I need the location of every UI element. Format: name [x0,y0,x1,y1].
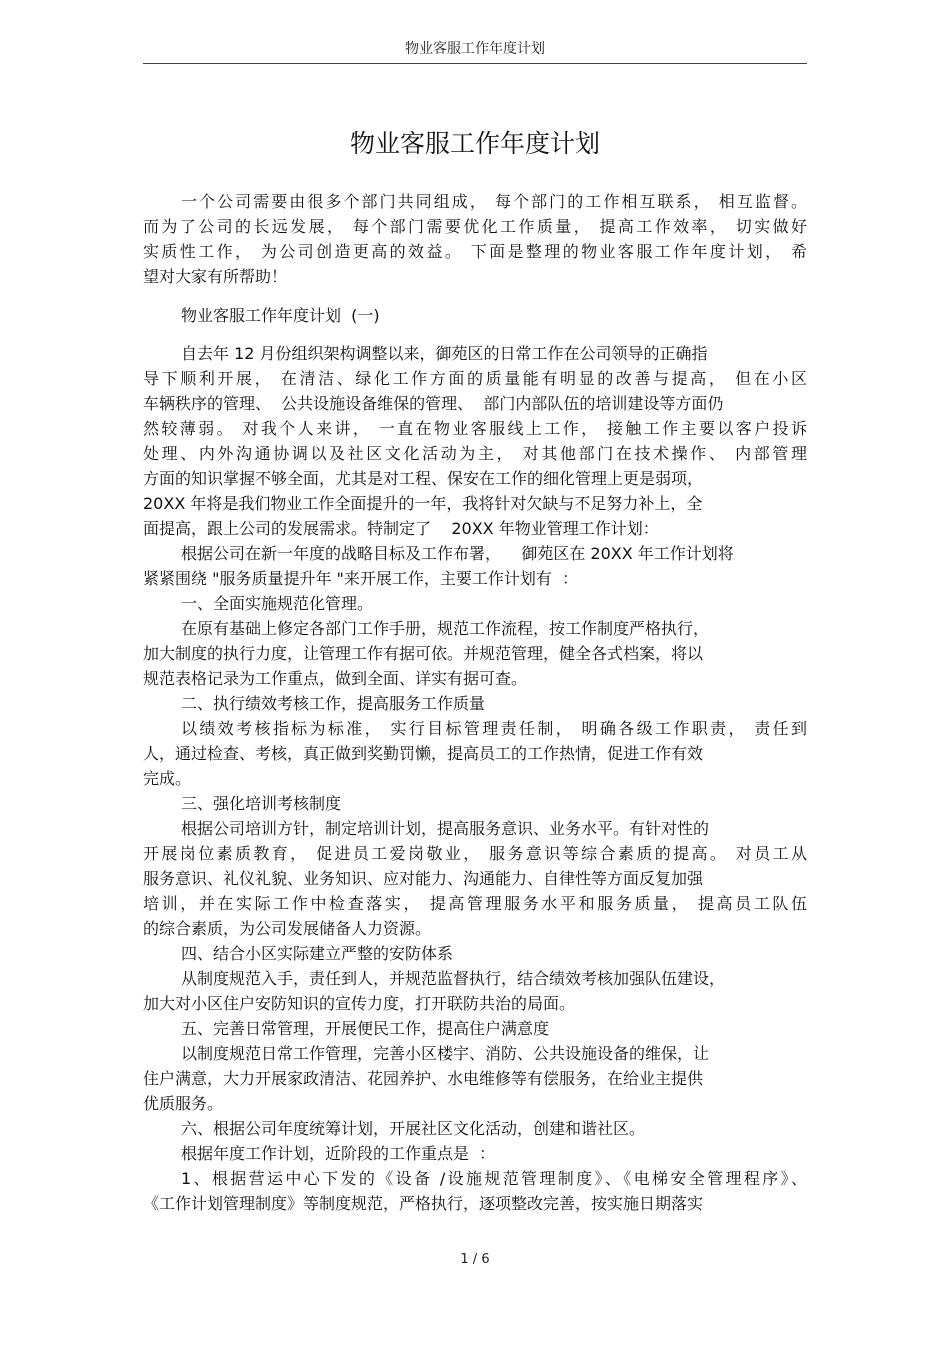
page-number: 1 / 6 [460,1252,490,1267]
text-line: 望对大家有所帮助！ [143,267,288,286]
running-header: 物业客服工作年度计划 [405,41,545,57]
section-heading: 一、全面实施规范化管理。 [181,594,374,613]
text-line: 以绩效考核指标为标准， 实行目标管理责任制， 明确各级工作职责， 责任到 [181,719,807,738]
text-line: 紧紧围绕 "服务质量提升年 "来开展工作，主要工作计划有 ： [143,569,579,588]
text-line: 车辆秩序的管理、 公共设施设备维保的管理、 部门内部队伍的培训建设等方面仍 [143,394,724,413]
text-line: 根据公司培训方针，制定培训计划，提高服务意识、业务水平。有针对性的 [181,819,710,838]
text-line: 自去年 12 月份组织架构调整以来，御苑区的日常工作在公司领导的正确指 [181,344,708,363]
text-line: 完成。 [143,769,192,788]
text-line: 根据年度工作计划，近阶段的工作重点是 ： [181,1144,496,1163]
text-line: 1、根据营运中心下发的《设备 /设施规范管理制度》、《电梯安全管理程序》、 [181,1169,807,1188]
text-line: 方面的知识掌握不够全面，尤其是对工程、保安在工作的细化管理上更是弱项， [143,469,704,488]
text-line: 优质服务。 [143,1094,224,1113]
text-line: 住户满意，大力开展家政清洁、花园养护、水电维修等有偿服务，在给业主提供 [143,1069,704,1088]
section-heading: 三、强化培训考核制度 [181,794,342,813]
text-line: 导下顺利开展， 在清洁、绿化工作方面的质量能有明显的改善与提高， 但在小区 [143,369,807,388]
text-line: 的综合素质，为公司发展储备人力资源。 [143,919,432,938]
section-heading: 二、执行绩效考核工作，提高服务工作质量 [181,694,486,713]
section-heading: 物业客服工作年度计划 (一) [181,306,380,325]
header-divider [143,63,807,64]
text-line: 人，通过检查、考核，真正做到奖勤罚懒，提高员工的工作热情，促进工作有效 [143,744,704,763]
text-line: 服务意识、礼仪礼貌、业务知识、应对能力、沟通能力、自律性等方面反复加强 [143,869,704,888]
text-line: 20XX 年将是我们物业工作全面提升的一年，我将针对欠缺与不足努力补上，全 [143,494,703,513]
text-line: 然较薄弱。 对我个人来讲， 一直在物业客服线上工作， 接触工作主要以客户投诉 [143,419,807,438]
text-line: 面提高，跟上公司的发展需求。特制定了 20XX 年物业管理工作计划： [143,519,659,538]
text-line: 加大制度的执行力度，让管理工作有据可依。并规范管理，健全各式档案，将以 [143,644,704,663]
text-line: 实质性工作， 为公司创造更高的效益。 下面是整理的物业客服工作年度计划， 希 [143,242,807,261]
section-heading: 五、完善日常管理，开展便民工作，提高住户满意度 [181,1019,550,1038]
text-line: 规范表格记录为工作重点，做到全面、详实有据可查。 [143,669,528,688]
text-line: 一个公司需要由很多个部门共同组成， 每个部门的工作相互联系， 相互监督。 [181,192,807,211]
text-line: 以制度规范日常工作管理，完善小区楼宇、消防、公共设施设备的维保，让 [181,1044,710,1063]
text-line: 处理、内外沟通协调以及社区文化活动为主， 对其他部门在技术操作、 内部管理 [143,444,807,463]
text-line: 从制度规范入手，责任到人，并规范监督执行，结合绩效考核加强队伍建设， [181,969,726,988]
text-line: 在原有基础上修定各部门工作手册，规范工作流程，按工作制度严格执行， [181,619,710,638]
text-line: 根据公司在新一年度的战略目标及工作布署， 御苑区在 20XX 年工作计划将 [181,544,734,563]
text-line: 加大对小区住户安防知识的宣传力度，打开联防共治的局面。 [143,994,576,1013]
text-line: 培训，并在实际工作中检查落实， 提高管理服务水平和服务质量， 提高员工队伍 [143,894,807,913]
text-line: 而为了公司的长远发展， 每个部门需要优化工作质量， 提高工作效率， 切实做好 [143,217,807,236]
document-title: 物业客服工作年度计划 [349,129,600,158]
text-line: 开展岗位素质教育， 促进员工爱岗敬业， 服务意识等综合素质的提高。 对员工从 [143,844,807,863]
section-heading: 六、根据公司年度统筹计划，开展社区文化活动，创建和谐社区。 [181,1119,646,1138]
section-heading: 四、结合小区实际建立严整的安防体系 [181,944,454,963]
text-line: 《工作计划管理制度》等制度规范，严格执行，逐项整改完善，按实施日期落实 [143,1194,704,1213]
